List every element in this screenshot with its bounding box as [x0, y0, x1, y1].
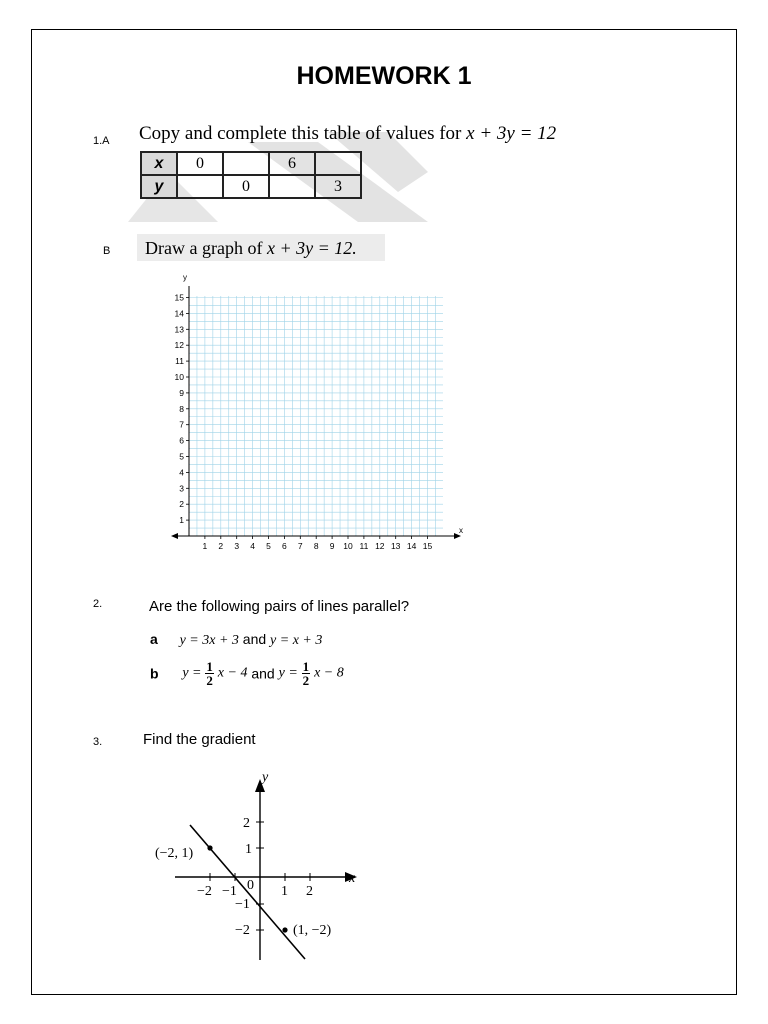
grid-y-tick-label: 8 — [179, 403, 184, 414]
question-1b-equation: x + 3y = 12. — [266, 238, 357, 258]
graph-paper-grid — [165, 268, 465, 558]
question-1a-number: 1.A — [93, 135, 110, 147]
question-1b-number: B — [103, 245, 111, 257]
question-1b-prompt-text: Draw a graph of — [145, 238, 267, 258]
table-header-x: x — [141, 152, 177, 175]
question-2b — [150, 660, 344, 687]
equation-2a-right: y = x + 3 — [270, 633, 323, 648]
table-cell: 0 — [177, 152, 223, 175]
table-cell — [177, 175, 223, 198]
grid-y-tick-label: 10 — [174, 372, 184, 382]
table-cell — [315, 152, 361, 175]
question-1a-prompt-text: Copy and complete this table of values for — [139, 123, 467, 144]
grid-x-axis-label: x — [459, 526, 463, 535]
grid-y-tick-label: 6 — [179, 435, 184, 446]
equation-2b-left-post: x − 4 — [217, 665, 248, 681]
x-tick-label: 2 — [306, 884, 313, 899]
table-row-x — [141, 152, 361, 175]
x-axis-label: x — [349, 871, 356, 886]
join-word: and — [251, 665, 275, 682]
grid-x-tick-label: 13 — [390, 541, 401, 551]
part-letter-a: a — [150, 631, 158, 647]
grid-x-tick-label: 2 — [218, 541, 224, 551]
table-cell — [269, 175, 315, 198]
table-header-y: y — [141, 175, 177, 198]
grid-x-tick-label: 3 — [234, 541, 240, 551]
table-cell: 0 — [223, 175, 269, 198]
grid-x-tick-label: 10 — [343, 541, 353, 551]
grid-x-tick-label: 1 — [202, 541, 208, 551]
fraction: $\frac{1}{2}$ — [206, 659, 213, 688]
grid-x-tick-label: 7 — [297, 541, 303, 551]
question-1a-equation: x + 3y = 12 — [466, 123, 557, 144]
question-2-number: 2. — [93, 598, 103, 610]
question-2a — [150, 631, 322, 649]
table-row-y — [141, 175, 361, 198]
x-tick-label: −2 — [197, 884, 212, 899]
grid-y-tick-label: 4 — [179, 467, 184, 478]
x-left-arrow-icon — [171, 533, 178, 539]
y-tick-label: 1 — [245, 842, 252, 857]
grid-y-tick-label: 11 — [175, 356, 184, 367]
grid-y-tick-label: 15 — [174, 292, 184, 303]
grid-x-tick-label: 8 — [313, 541, 319, 551]
grid-y-tick-label: 7 — [179, 419, 184, 430]
grid-y-tick-label: 13 — [174, 324, 184, 335]
equation-2b-right-pre: y = — [278, 665, 298, 681]
grid-y-tick-label: 5 — [179, 451, 184, 462]
point-label-a: (−2, 1) — [155, 846, 194, 861]
grid-y-tick-label: 12 — [174, 340, 184, 351]
question-3-prompt: Find the gradient — [143, 731, 256, 748]
grid-y-tick-label: 14 — [174, 308, 184, 319]
point-label-b: (1, −2) — [293, 923, 332, 938]
question-1b-prompt — [145, 238, 357, 259]
x-tick-label: −1 — [222, 884, 237, 899]
table-cell — [223, 152, 269, 175]
table-cell: 6 — [269, 152, 315, 175]
question-2-prompt: Are the following pairs of lines parallel? — [149, 598, 410, 615]
grid-y-tick-label: 1 — [179, 515, 184, 526]
point-marker-a — [207, 845, 212, 850]
point-marker-b — [282, 927, 287, 932]
grid-x-tick-label: 9 — [329, 541, 335, 551]
grid-x-tick-label: 6 — [282, 541, 287, 551]
grid-x-tick-label: 4 — [250, 541, 255, 551]
x-tick-label: 1 — [281, 884, 288, 899]
grid-x-tick-label: 14 — [406, 541, 417, 551]
table-cell: 3 — [315, 175, 361, 198]
y-tick-label: −2 — [235, 923, 250, 938]
y-axis-label: y — [262, 770, 269, 785]
grid-y-axis-label: y — [183, 273, 187, 282]
grid-x-tick-label: 11 — [359, 541, 369, 551]
values-table — [140, 151, 362, 199]
grid-x-tick-label: 15 — [422, 541, 433, 551]
grid-y-tick-label: 2 — [179, 499, 184, 510]
question-3-number: 3. — [93, 736, 103, 748]
gradient-graph — [145, 765, 370, 970]
equation-2a-left: y = 3x + 3 — [179, 633, 239, 648]
join-word: and — [242, 631, 267, 647]
question-1a-prompt — [139, 123, 556, 145]
page-title: HOMEWORK 1 — [296, 62, 472, 90]
equation-2b-left-pre: y = — [182, 665, 202, 681]
part-letter-b: b — [150, 665, 159, 682]
equation-2b-right-post: x − 8 — [314, 665, 344, 681]
grid-x-tick-label: 5 — [266, 541, 271, 551]
grid-x-tick-label: 12 — [375, 541, 385, 551]
y-tick-label: −1 — [235, 897, 250, 912]
origin-label: 0 — [247, 878, 254, 893]
grid-y-tick-label: 9 — [179, 387, 184, 398]
fraction: $\frac{1}{2}$ — [302, 659, 310, 688]
y-tick-label: 2 — [243, 816, 250, 831]
grid-y-tick-label: 3 — [179, 483, 184, 494]
